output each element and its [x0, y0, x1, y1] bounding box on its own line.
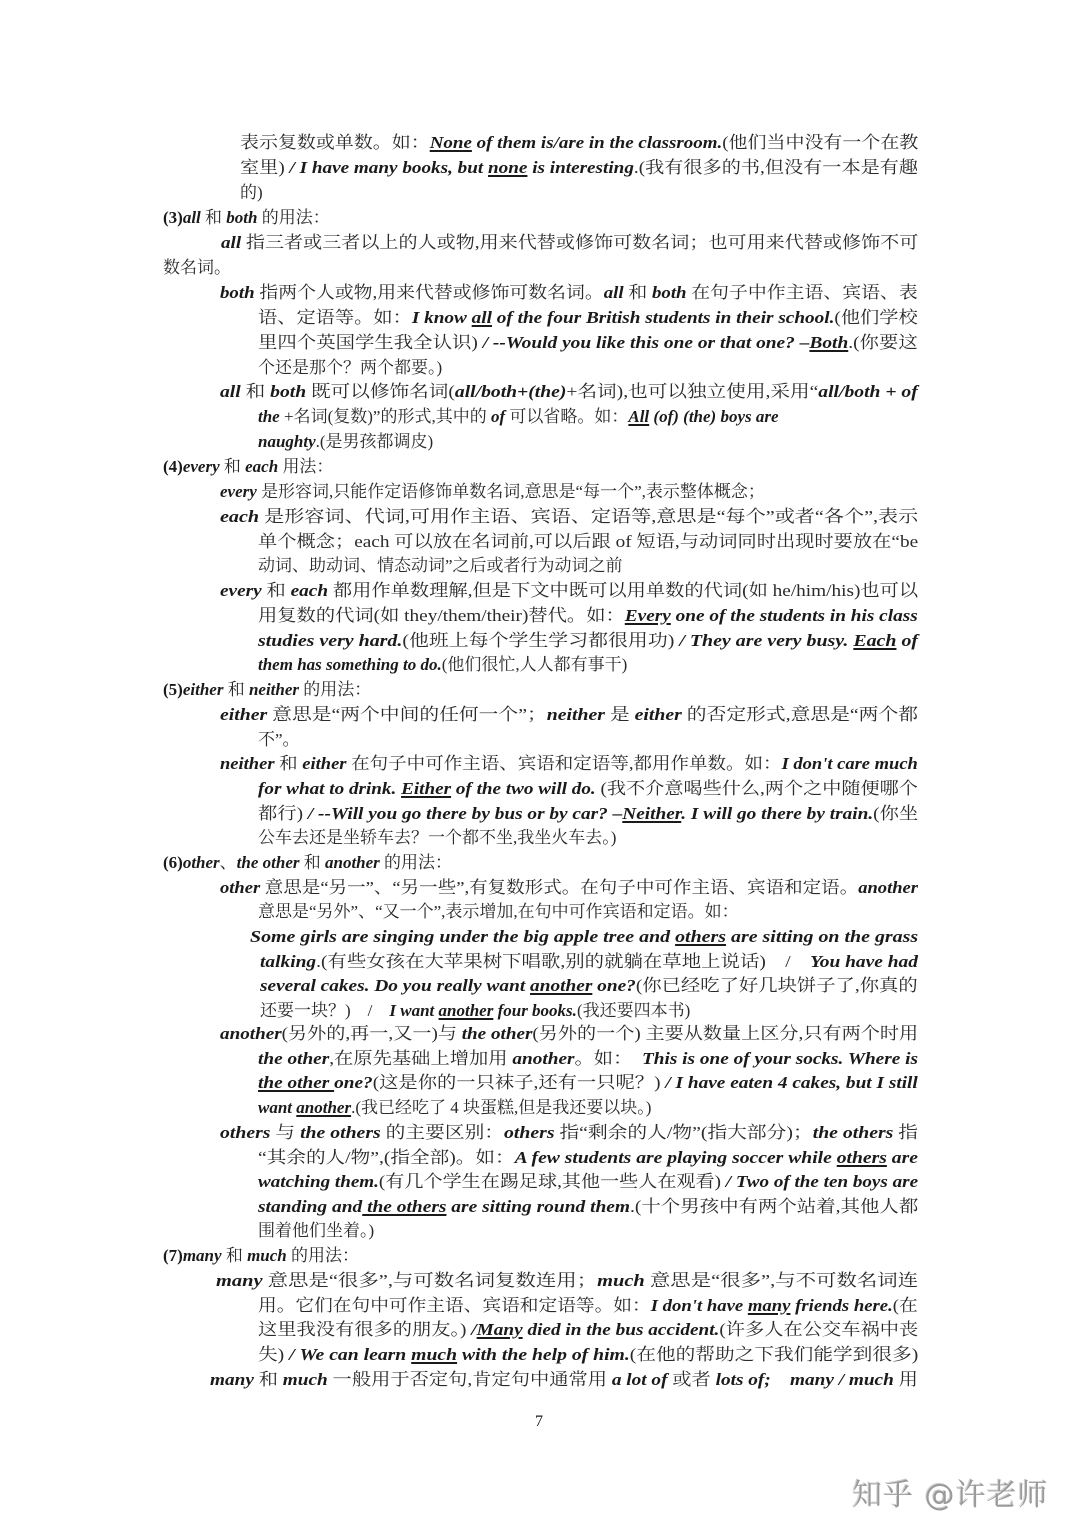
text-run: standing and [258, 1197, 363, 1216]
text-run: the other [258, 1049, 330, 1068]
text-line [260, 974, 918, 998]
text-run [771, 1370, 790, 1389]
text-line [240, 156, 918, 180]
text-run: of [896, 631, 919, 650]
text-run: each [220, 507, 260, 526]
underlined-example-word: another [296, 1098, 352, 1117]
text-run: want [258, 1098, 297, 1117]
text-run: the others [300, 1123, 381, 1142]
text-run: 和 [623, 283, 652, 302]
text-run: .(是男孩都调皮) [315, 432, 434, 451]
text-run: (在他的帮助之下我们能学到很多) [629, 1345, 919, 1364]
text-run: much [282, 1370, 328, 1389]
text-run: all [220, 382, 241, 401]
text-line [258, 604, 918, 628]
text-line [258, 826, 616, 850]
text-run: every [220, 581, 262, 600]
text-line [258, 554, 623, 578]
text-line [258, 1294, 918, 1318]
section-number: (7) [163, 1246, 183, 1265]
text-line [258, 1096, 651, 1120]
text-run: another [858, 878, 918, 897]
text-run: 表示复数或单数。如： [240, 133, 430, 152]
text-run: / [471, 1320, 477, 1339]
text-line [250, 925, 918, 949]
text-run: 数名词。 [163, 258, 231, 277]
text-run: another [324, 853, 380, 872]
underlined-example-word: Each [853, 631, 897, 650]
text-run: another [220, 1024, 282, 1043]
underlined-example-word: None [429, 133, 472, 152]
text-run: .(你要这 [848, 333, 918, 352]
text-run: I don't care much [781, 754, 918, 773]
text-run: This is one of your socks. Where is [641, 1049, 918, 1068]
text-run: either [182, 680, 224, 699]
text-run: other [182, 853, 220, 872]
text-run: 。如： [574, 1049, 642, 1068]
underlined-example-word: much [411, 1345, 458, 1364]
text-line [258, 900, 739, 924]
text-run: are sitting on the grass [726, 927, 919, 946]
text-run: lots of; [715, 1370, 771, 1389]
text-run: 围着他们坐着。) [258, 1221, 375, 1240]
text-line [258, 1219, 374, 1243]
underlined-example-word: All [628, 407, 650, 426]
text-run: neither [248, 680, 299, 699]
text-run: (他班上每个学生学习都很用功) [402, 631, 680, 650]
text-run: 公车去还是坐轿车去？一个都不坐,我坐火车去。) [258, 828, 617, 847]
text-run: other [220, 878, 261, 897]
text-run: (有几个学生在踢足球,其他一些人在观看) [378, 1172, 726, 1191]
text-line [260, 950, 918, 974]
text-line [210, 1368, 918, 1392]
underlined-example-word: none [488, 158, 528, 177]
text-run: several cakes. Do you really want [260, 976, 531, 995]
text-line [258, 1146, 918, 1170]
text-run: one? [592, 976, 636, 995]
text-run: many [210, 1370, 254, 1389]
text-run: 是 [604, 705, 635, 724]
text-run: 个还是那个？两个都要。) [258, 358, 443, 377]
text-line [163, 1244, 359, 1268]
underlined-example-word: Every [624, 606, 671, 625]
underlined-example-word: the others [362, 1197, 447, 1216]
text-run: are [886, 1148, 918, 1167]
text-run: 一般用于否定句,肯定句中通常用 [327, 1370, 612, 1389]
text-line [258, 728, 300, 752]
text-line [258, 1071, 918, 1095]
text-line [260, 999, 690, 1023]
section-number: (3) [163, 208, 183, 227]
text-run: 的用法： [286, 1246, 359, 1265]
text-run: watching them. [258, 1172, 379, 1191]
text-run: (我不介意喝些什么,两个之中随便哪个 [595, 779, 918, 798]
text-run: each [245, 457, 279, 476]
text-run: 在句子中可作主语、宾语和定语等,都用作单数。如： [346, 754, 782, 773]
text-run: I know [411, 308, 472, 327]
text-run: / --Would you like this one or that one? – [482, 333, 810, 352]
text-line [163, 678, 371, 702]
text-line [220, 1121, 918, 1145]
section-number: (6) [163, 853, 183, 872]
text-run: either [634, 705, 682, 724]
underlined-example-word: Neither [622, 804, 682, 823]
text-line [163, 455, 333, 479]
text-run: 是形容词、代词,可用作主语、宾语、定语等,意思是“每个”或者“各个”,表示 [259, 507, 919, 526]
text-run: 和 [200, 208, 227, 227]
text-run: .(我有很多的书,但没有一本是有趣 [633, 158, 919, 177]
text-run: 室里) [240, 158, 290, 177]
text-run: 意思是“另外”、“又一个”,表示增加,在句中可作宾语和定语。如： [258, 902, 739, 921]
text-run: a lot of [611, 1370, 668, 1389]
text-run: 指 [893, 1123, 918, 1142]
text-run: 用法： [278, 457, 334, 476]
text-run: either [220, 705, 268, 724]
text-run: one of the students in his class [670, 606, 918, 625]
text-run: of them is/are in the classroom. [471, 133, 723, 152]
text-line [258, 653, 627, 677]
text-run: Some girls are singing under the big apple tree and [250, 927, 676, 946]
text-line [220, 281, 918, 305]
text-line [258, 356, 442, 380]
section-number: (5) [163, 680, 183, 699]
text-run: both [226, 208, 258, 227]
underlined-example-word: Many [476, 1320, 523, 1339]
text-run: 意思是“两个中间的任何一个”； [267, 705, 547, 724]
text-run: much [597, 1271, 645, 1290]
text-line [220, 1022, 918, 1046]
text-run: / Two of the ten boys are [725, 1172, 919, 1191]
text-run: 用 [893, 1370, 918, 1389]
text-line [240, 181, 263, 205]
text-line [220, 876, 918, 900]
text-run: one? [334, 1073, 373, 1092]
text-run: the others [812, 1123, 894, 1142]
text-run: 里四个英国学生我全认识) [258, 333, 483, 352]
text-run: 还要一块？) / [260, 1001, 390, 1020]
text-run: naughty [258, 432, 316, 451]
underlined-example-word: Either [401, 779, 452, 798]
text-run: / They are very busy. [679, 631, 854, 650]
text-run: the other [461, 1024, 533, 1043]
text-line [220, 579, 918, 603]
text-run: much [247, 1246, 287, 1265]
text-run: / I have many books, but [289, 158, 489, 177]
text-run: each [290, 581, 329, 600]
text-run: many / much [790, 1370, 894, 1389]
text-run: 和 [240, 382, 271, 401]
text-run: of the four British students in their school. [491, 308, 835, 327]
text-run: 的) [240, 183, 263, 202]
underlined-example-word: another [438, 1001, 494, 1020]
text-run: 动词、助动词、情态动词”之后或者行为动词之前 [258, 556, 623, 575]
underlined-example-word: the other [258, 1073, 335, 1092]
text-run: others [504, 1123, 555, 1142]
text-run: . I will go there by train. [681, 804, 874, 823]
text-run: all [221, 233, 242, 252]
text-run: 和 [253, 1370, 283, 1389]
text-line [220, 505, 918, 529]
text-run: A few students are playing soccer while [514, 1148, 837, 1167]
text-run: (你已经吃了好几块饼子了,你真的 [635, 976, 918, 995]
underlined-example-word: others [836, 1148, 887, 1167]
text-run: many [216, 1271, 263, 1290]
text-run: 和 [274, 754, 303, 773]
text-run: 指“剩余的人/物”(指大部分)； [554, 1123, 813, 1142]
text-run: (他们很忙,人人都有事干) [441, 655, 628, 674]
text-run: 都用作单数理解,但是下文中既可以用单数的代词(如 he/him/his)也可以 [328, 581, 919, 600]
underlined-example-word: many [747, 1296, 791, 1315]
text-run: many [182, 1246, 222, 1265]
text-run: I want [389, 1001, 439, 1020]
text-run: 或者 [667, 1370, 716, 1389]
text-run: 意思是“另一”、“另一些”,有复数形式。在句子中可作主语、宾语和定语。 [260, 878, 859, 897]
text-run: 这里我没有很多的朋友。) [258, 1320, 472, 1339]
text-run: studies very hard. [258, 631, 403, 650]
text-run: died in the bus accident. [522, 1320, 720, 1339]
text-line [220, 703, 918, 727]
text-line [258, 1318, 918, 1342]
text-run: both [220, 283, 255, 302]
text-run: neither [546, 705, 605, 724]
text-line [220, 480, 765, 504]
text-run: 用复数的代词(如 they/them/their)替代。如： [258, 606, 625, 625]
text-run: 的否定形式,意思是“两个都 [681, 705, 918, 724]
text-run: 指两个人或物,用来代替或修饰可数名词。 [254, 283, 604, 302]
text-run: / I have eaten 4 cakes, but I still [665, 1073, 918, 1092]
text-run: four books. [493, 1001, 577, 1020]
text-run: 的用法： [299, 680, 372, 699]
text-run: (这是你的一只袜子,还有一只呢？) [372, 1073, 666, 1092]
text-run: / --Will you go there by bus or by car? – [307, 804, 623, 823]
text-run: +名词(复数)”的形式,其中的 [279, 407, 491, 426]
text-run: all/both+(the) [454, 382, 567, 401]
text-run: the other [236, 853, 300, 872]
text-run: (of) (the) boys are [649, 407, 779, 426]
text-run: 和 [261, 581, 291, 600]
text-run: 和 [221, 1246, 248, 1265]
text-run: 的用法： [257, 208, 330, 227]
text-run: talking [260, 952, 317, 971]
text-run: both [270, 382, 307, 401]
text-run: You have had [810, 952, 918, 971]
text-run: 与 [270, 1123, 301, 1142]
text-line [258, 331, 918, 355]
text-run: others [220, 1123, 271, 1142]
text-run: another [512, 1049, 575, 1068]
text-line [163, 206, 330, 230]
text-run: 可以省略。如： [505, 407, 629, 426]
text-run: with the help of him. [457, 1345, 630, 1364]
text-run: I don't have [650, 1296, 748, 1315]
text-run: ,在原先基础上增加用 [329, 1049, 513, 1068]
text-line [258, 530, 918, 554]
text-run: both [651, 283, 687, 302]
text-line [220, 380, 918, 404]
text-run: of the two will do. [451, 779, 596, 798]
text-run: 意思是“很多”,与可数名词复数连用； [262, 1271, 598, 1290]
text-run: all [182, 208, 201, 227]
zhihu-watermark: 知乎 @许老师 [852, 1478, 1049, 1513]
text-run: / We can learn [289, 1345, 412, 1364]
text-run: 和 [219, 457, 246, 476]
text-run: all/both + of [818, 382, 918, 401]
text-run: every [220, 482, 257, 501]
text-run: 都行) [258, 804, 308, 823]
text-run: 失) [258, 1345, 290, 1364]
text-run: 既可以修饰名词( [306, 382, 455, 401]
text-run: 的用法： [379, 853, 453, 872]
text-run: 用。它们在句中可作主语、宾语和定语等。如： [258, 1296, 651, 1315]
text-run: 和 [223, 680, 249, 699]
text-line [258, 1195, 918, 1219]
underlined-example-word: all [471, 308, 492, 327]
text-line [258, 629, 918, 653]
text-line [163, 256, 231, 280]
text-run: the [258, 407, 280, 426]
text-run: .(我已经吃了 4 块蛋糕,但是我还要以块。) [351, 1098, 652, 1117]
text-run: them has something to do. [258, 655, 442, 674]
text-line [258, 802, 918, 826]
text-run: (许多人在公交车祸中丧 [719, 1320, 919, 1339]
text-run: all [603, 283, 624, 302]
text-run: for what to drink. [258, 779, 402, 798]
text-run: (另外的一个) 主要从数量上区分,只有两个时用 [532, 1024, 919, 1043]
text-run: (你坐 [873, 804, 919, 823]
text-run: 和 [299, 853, 325, 872]
text-run: 意思是“很多”,与不可数名词连 [644, 1271, 919, 1290]
text-line [258, 306, 918, 330]
text-line [220, 752, 918, 776]
text-run: 的主要区别： [380, 1123, 505, 1142]
text-run: “其余的人/物”,(指全部)。如： [258, 1148, 515, 1167]
text-run: either [302, 754, 347, 773]
text-run: 单个概念；each 可以放在名词前,可以后跟 of 短语,与动词同时出现时要放在“be [258, 532, 919, 551]
text-line [216, 1269, 918, 1293]
text-run: every [182, 457, 220, 476]
text-run: 语、定语等。如： [258, 308, 412, 327]
underlined-example-word: others [675, 927, 727, 946]
section-number: (4) [163, 457, 183, 476]
text-run: is interesting [527, 158, 634, 177]
text-line [258, 430, 433, 454]
text-run: 指三者或三者以上的人或物,用来代替或修饰可数名词；也可用来代替或修饰不可 [241, 233, 919, 252]
text-line [163, 851, 452, 875]
text-run: 不”。 [258, 730, 300, 749]
text-line [240, 131, 918, 155]
text-run: (他们当中没有一个在教 [722, 133, 919, 152]
text-run: (另外的,再一,又一)与 [281, 1024, 462, 1043]
text-run: 在句子中作主语、宾语、表 [686, 283, 918, 302]
text-line [258, 405, 779, 429]
text-run: .(十个男孩中有两个站着,其他人都 [630, 1197, 919, 1216]
text-run: friends here. [790, 1296, 893, 1315]
text-line [258, 777, 918, 801]
text-run: +名词),也可以独立使用,采用“ [566, 382, 819, 401]
text-run: are sitting round them [446, 1197, 631, 1216]
text-run: (他们学校 [834, 308, 918, 327]
page-number: 7 [535, 1413, 543, 1430]
text-line [258, 1343, 918, 1367]
text-line [221, 231, 918, 255]
text-run: 是形容词,只能作定语修饰单数名词,意思是“每一个”,表示整体概念； [256, 482, 765, 501]
underlined-example-word: Both [809, 333, 849, 352]
text-run: (我还要四本书) [576, 1001, 691, 1020]
underlined-example-word: another [530, 976, 593, 995]
text-run: .(有些女孩在大苹果树下唱歌,别的就躺在草地上说话) / [316, 952, 811, 971]
text-run: neither [220, 754, 275, 773]
text-line [258, 1047, 918, 1071]
text-run: 、 [219, 853, 237, 872]
text-line [258, 1170, 918, 1194]
text-run: of [490, 407, 506, 426]
text-run: (在 [892, 1296, 918, 1315]
